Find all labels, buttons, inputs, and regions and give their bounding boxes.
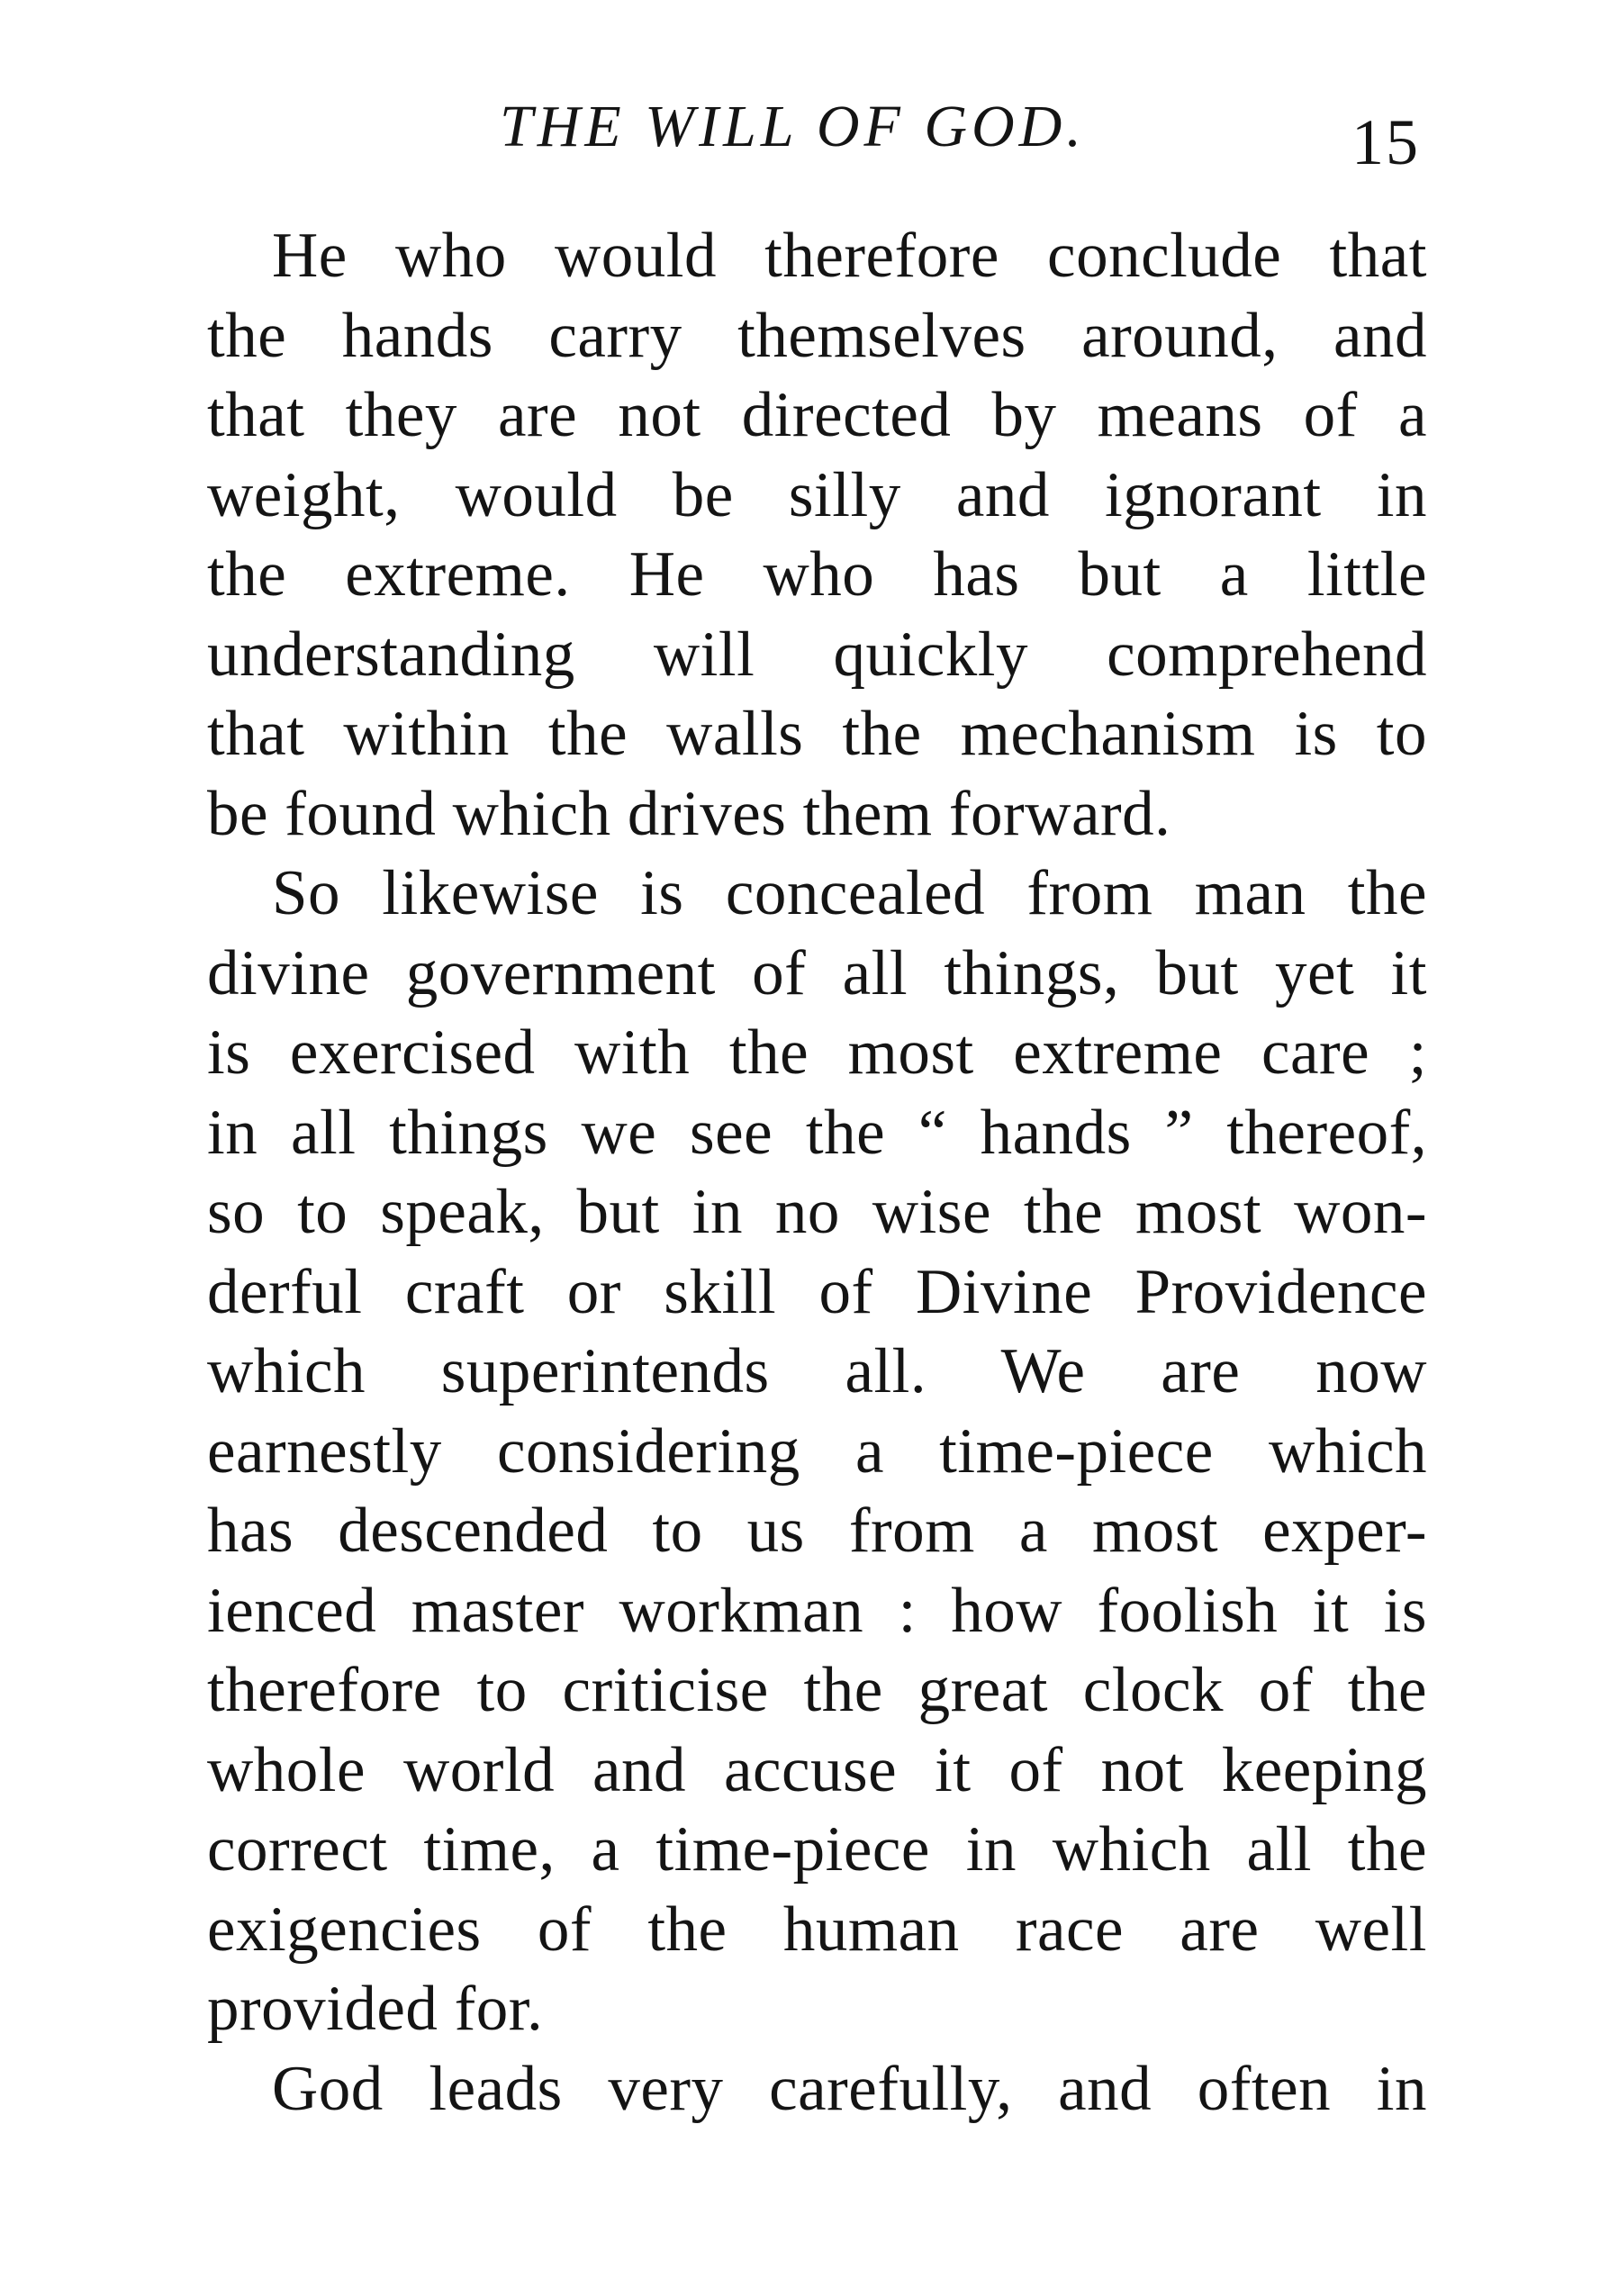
text-line: exigencies of the human race are well	[207, 1894, 1427, 1965]
page-number: 15	[1351, 106, 1420, 178]
text-line: derful craft or skill of Divine Providence	[207, 1256, 1427, 1327]
text-line: in all things we see the “ hands ” thereof,	[207, 1097, 1427, 1168]
text-line: the hands carry themselves around, and	[207, 300, 1427, 371]
text-line: therefore to criticise the great clock of the	[207, 1655, 1427, 1725]
text-line: is exercised with the most extreme care ;	[207, 1017, 1427, 1088]
text-line: be found which drives them forward.	[207, 778, 1171, 849]
text-line: that within the walls the mechanism is to	[207, 699, 1427, 769]
text-line: divine government of all things, but yet it	[207, 937, 1427, 1008]
text-line: correct time, a time-piece in which all the	[207, 1814, 1427, 1885]
text-line: earnestly considering a time-piece which	[207, 1415, 1427, 1487]
text-line: ienced master workman : how foolish it is	[207, 1575, 1427, 1646]
text-line: has descended to us from a most exper-	[207, 1496, 1427, 1566]
text-line: which superintends all. We are now	[207, 1336, 1427, 1406]
text-line: that they are not directed by means of a	[207, 380, 1427, 450]
text-line: whole world and accuse it of not keeping	[207, 1734, 1427, 1805]
text-line: weight, would be silly and ignorant in	[207, 459, 1427, 530]
text-line: He who would therefore conclude that	[272, 221, 1427, 291]
text-line: understanding will quickly comprehend	[207, 619, 1427, 690]
running-title: THE WILL OF GOD.	[500, 94, 1086, 159]
text-line: the extreme. He who has but a little	[207, 539, 1427, 610]
text-line: So likewise is concealed from man the	[272, 858, 1427, 928]
text-line: God leads very carefully, and often in	[272, 2053, 1427, 2124]
text-line: provided for.	[207, 1974, 544, 2044]
running-header	[207, 94, 1427, 196]
text-line: so to speak, but in no wise the most won-	[207, 1177, 1427, 1247]
body-text	[207, 216, 1427, 2129]
